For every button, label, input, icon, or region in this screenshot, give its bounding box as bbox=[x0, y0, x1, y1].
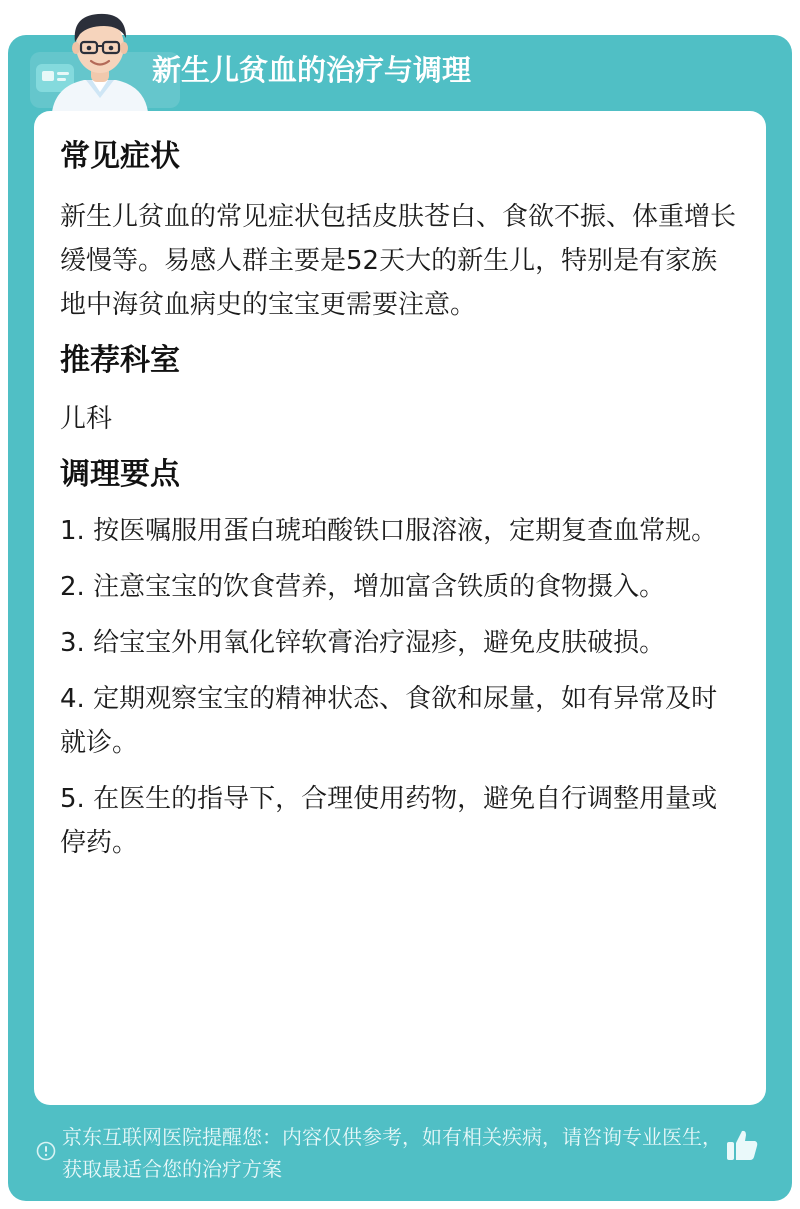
content-card bbox=[34, 111, 766, 1105]
care-list bbox=[60, 509, 740, 865]
footer bbox=[36, 1121, 766, 1187]
care-item-5: 5. 在医生的指导下，合理使用药物，避免自行调整用量或停药。 bbox=[60, 784, 718, 858]
care-item-2: 2. 注意宝宝的饮食营养，增加富含铁质的食物摄入。 bbox=[60, 572, 666, 602]
info-icon bbox=[36, 1141, 56, 1161]
symptoms-heading: 常见症状 bbox=[60, 139, 180, 174]
department-text: 儿科 bbox=[60, 404, 113, 434]
care-item-4: 4. 定期观察宝宝的精神状态、食欲和尿量，如有异常及时就诊。 bbox=[60, 684, 718, 758]
care-heading: 调理要点 bbox=[60, 457, 180, 492]
symptoms-text: 新生儿贫血的常见症状包括皮肤苍白、食欲不振、体重增长缓慢等。易感人群主要是52天大的新生儿，特别是有家族地中海贫血病史的宝宝更需要注意。 bbox=[60, 202, 737, 320]
care-item-3: 3. 给宝宝外用氧化锌软膏治疗湿疹，避免皮肤破损。 bbox=[60, 628, 666, 658]
department-heading: 推荐科室 bbox=[60, 343, 180, 378]
care-item-1: 1. 按医嘱服用蛋白琥珀酸铁口服溶液，定期复查血常规。 bbox=[60, 516, 718, 546]
thumbs-up-icon[interactable] bbox=[724, 1127, 760, 1163]
doctor-avatar-icon bbox=[44, 6, 156, 112]
disclaimer-text: 京东互联网医院提醒您：内容仅供参考，如有相关疾病，请咨询专业医生，获取最适合您的治疗方案 bbox=[62, 1125, 722, 1181]
page-title: 新生儿贫血的治疗与调理 bbox=[152, 53, 472, 87]
